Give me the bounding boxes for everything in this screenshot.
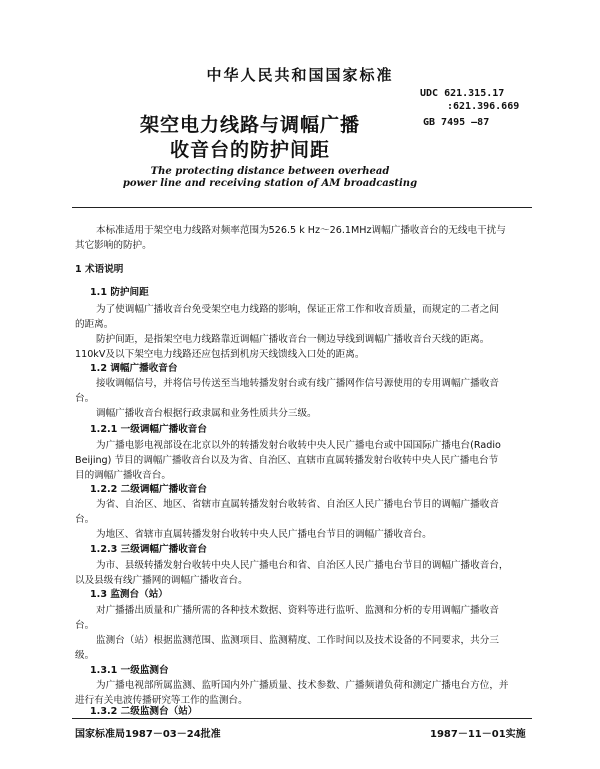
section-1-3-heading: 1.3 监测台（站） — [90, 589, 168, 600]
section-1-3-1-heading: 1.3.1 一级监测台 — [90, 665, 169, 676]
section-1-3-para1: 对广播播出质量和广播所需的各种技术数据、资料等进行监听、监测和分析的专用调幅广播收音 — [96, 605, 499, 616]
section-1-3-2-heading: 1.3.2 二级监测台（站） — [90, 706, 198, 717]
section-1-3-para2: 台。 — [75, 620, 95, 631]
section-1-2-1-heading: 1.2.1 一级调幅广播收音台 — [90, 424, 207, 435]
section-1-heading: 1 术语说明 — [75, 264, 124, 275]
intro-line2: 其它影响的防护。 — [75, 240, 152, 251]
footer-divider — [72, 718, 532, 719]
section-1-3-para4: 级。 — [75, 650, 95, 661]
title-line1: 架空电力线路与调幅广播 — [139, 114, 360, 136]
section-1-1-para3: 防护间距，是指架空电力线路靠近调幅广播收音台一侧边导线到调幅广播收音台天线的距离。 — [96, 334, 490, 345]
section-1-2-para2: 台。 — [75, 393, 95, 404]
intro-line1: 本标准适用于架空电力线路对频率范围为526.5 k Hz～26.1MHz调幅广播收音台的无线电干扰与 — [96, 225, 506, 236]
english-title-line2: power line and receiving station of AM broadcasting — [122, 178, 418, 189]
udc-code-line2: :621.396.669 — [447, 101, 520, 112]
section-1-3-1-para1: 为广播电视部所属监测、监听国内外广播质量、技术参数、广播频谱负荷和测定广播电台方位，并 — [96, 680, 509, 691]
section-1-2-para3: 调幅广播收音台根据行政隶属和业务性质共分三级。 — [96, 408, 317, 419]
section-1-2-1-para3: 目的调幅广播收音台。 — [75, 470, 171, 481]
section-1-3-1-para2: 进行有关电波传播研究等工作的监测台。 — [75, 695, 248, 706]
section-1-2-2-para2: 台。 — [75, 514, 95, 525]
section-1-2-3-heading: 1.2.3 三级调幅广播收音台 — [90, 544, 207, 555]
section-1-3-para3: 监测台（站）根据监测范围、监测项目、监测精度、工作时间以及技术设备的不同要求，共分三 — [96, 635, 499, 646]
section-1-2-heading: 1.2 调幅广播收音台 — [90, 363, 178, 374]
section-1-2-2-heading: 1.2.2 二级调幅广播收音台 — [90, 484, 207, 495]
english-title-line1: The protecting distance between overhead — [150, 166, 390, 177]
section-1-2-1-para2: Beijing) 节目的调幅广播收音台以及为省、自治区、直辖市直属转播发射台收转中央人民广播电台节 — [75, 455, 499, 466]
implementation-date: 1987－11－01实施 — [430, 729, 526, 740]
section-1-2-2-para1: 为省、自治区、地区、省辖市直属转播发射台收转省、自治区人民广播电台节目的调幅广播收音 — [96, 499, 499, 510]
header-divider — [72, 207, 532, 208]
udc-code-line1: UDC 621.315.17 — [420, 88, 505, 99]
issuing-country: 中华人民共和国国家标准 — [206, 66, 394, 84]
title-line2: 收音台的防护间距 — [169, 139, 330, 161]
section-1-2-2-para3: 为地区、省辖市直属转播发射台收转中央人民广播电台节目的调幅广播收音台。 — [96, 529, 432, 540]
section-1-1-para4: 110kV及以下架空电力线路还应包括到机房天线馈线入口处的距离。 — [75, 349, 365, 360]
section-1-1-heading: 1.1 防护间距 — [90, 287, 149, 298]
section-1-1-para2: 的距离。 — [75, 319, 114, 330]
section-1-2-3-para2: 以及县级有线广播网的调幅广播收音台。 — [75, 575, 248, 586]
section-1-2-3-para1: 为市、县级转播发射台收转中央人民广播电台和省、自治区人民广播电台节目的调幅广播收音台， — [96, 560, 509, 571]
section-1-2-1-para1: 为广播电影电视部设在北京以外的转播发射台收转中央人民广播电台或中国国际广播电台(Radio — [96, 440, 501, 451]
approval-date: 国家标准局1987－03－24批准 — [75, 729, 221, 740]
standard-number: GB 7495 —87 — [423, 117, 490, 128]
section-1-1-para1: 为了使调幅广播收音台免受架空电力线路的影响，保证正常工作和收音质量，而规定的二者之间 — [96, 304, 499, 315]
section-1-2-para1: 接收调幅信号，并将信号传送至当地转播发射台或有线广播网作信号源使用的专用调幅广播收音 — [96, 378, 499, 389]
